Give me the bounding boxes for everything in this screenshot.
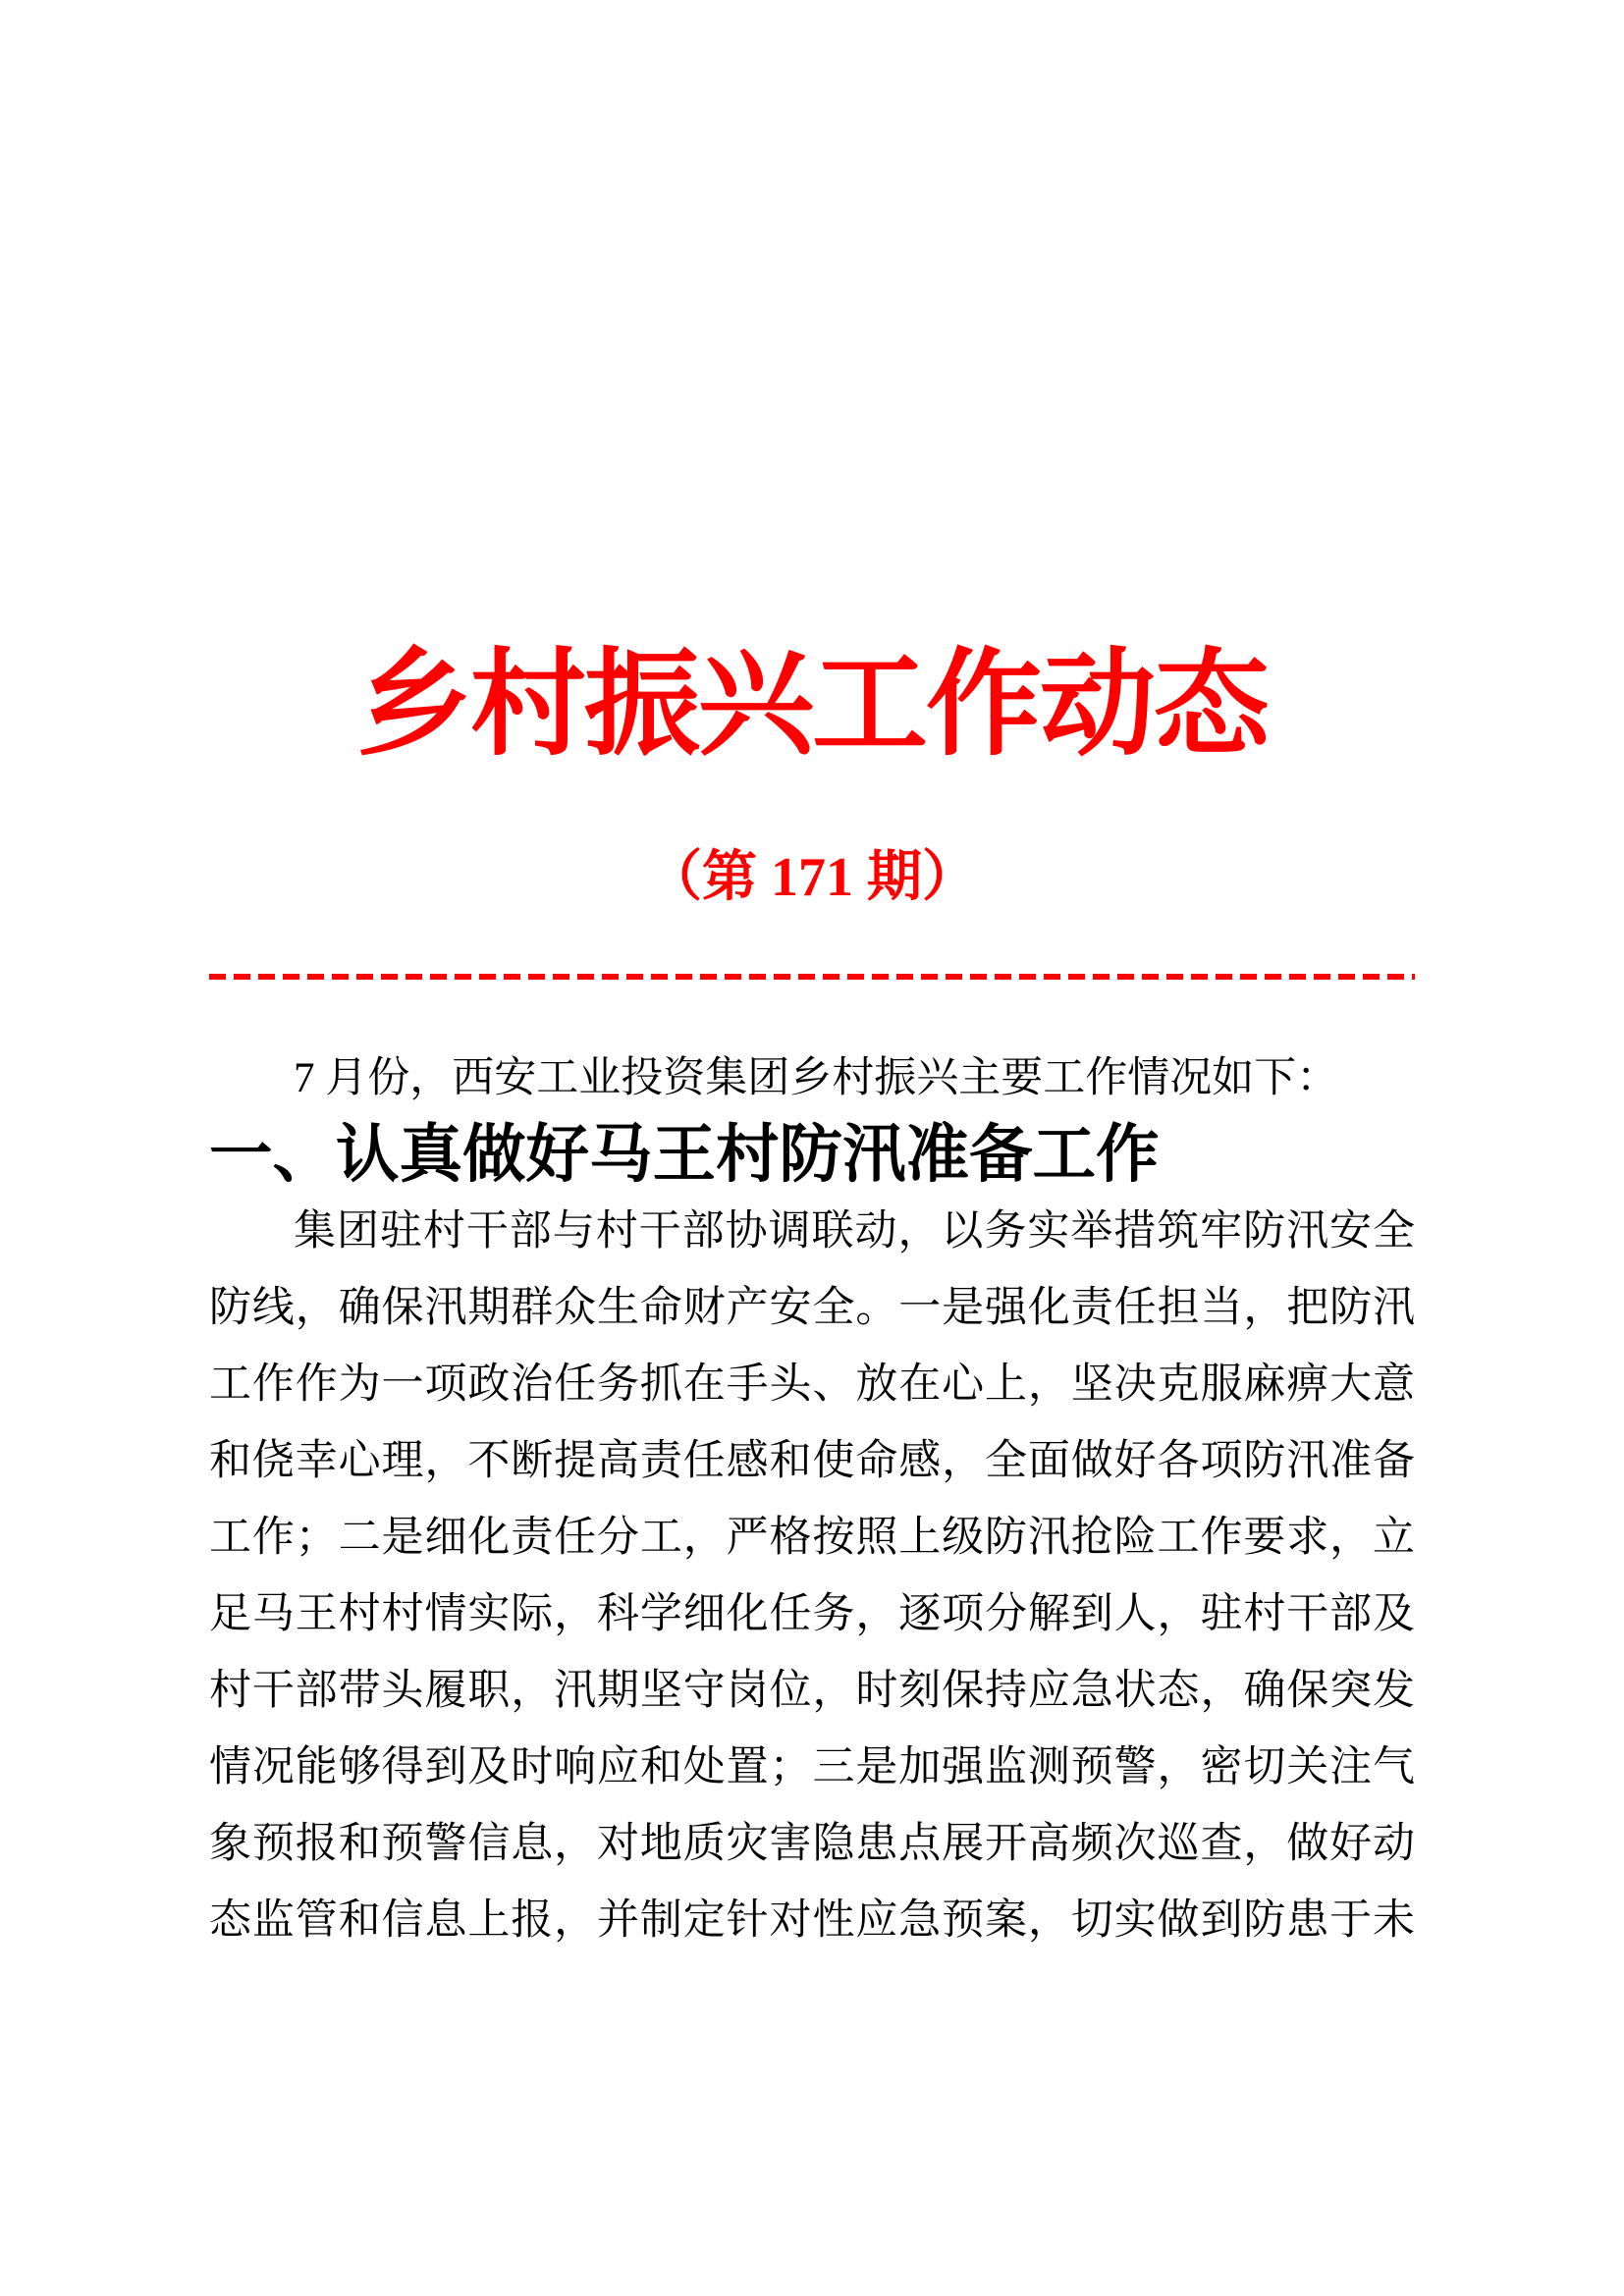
section-heading: 一、认真做好马王村防汛准备工作	[209, 1120, 1160, 1190]
document-title: 乡村振兴工作动态	[355, 641, 1268, 770]
intro-line: 7 月份，西安工业投资集团乡村振兴主要工作情况如下：	[294, 1055, 1339, 1101]
issue-number: （第 171 期）	[647, 847, 977, 908]
body-line: 防线，确保汛期群众生命财产安全。一是强化责任担当，把防汛	[209, 1285, 1415, 1331]
dashed-divider	[209, 974, 1415, 980]
body-line: 足马王村村情实际，科学细化任务，逐项分解到人，驻村干部及	[209, 1591, 1415, 1637]
body-line: 工作作为一项政治任务抓在手头、放在心上，坚决克服麻痹大意	[209, 1362, 1415, 1408]
body-line: 态监管和信息上报，并制定针对性应急预案，切实做到防患于未	[209, 1897, 1415, 1944]
document-body	[209, 1041, 1415, 1959]
body-line: 和侥幸心理，不断提高责任感和使命感，全面做好各项防汛准备	[209, 1438, 1415, 1484]
body-line: 村干部带头履职，汛期坚守岗位，时刻保持应急状态，确保突发	[209, 1668, 1415, 1714]
body-line: 工作；二是细化责任分工，严格按照上级防汛抢险工作要求，立	[209, 1515, 1415, 1561]
body-line: 情况能够得到及时响应和处置；三是加强监测预警，密切关注气	[209, 1744, 1415, 1790]
body-line: 象预报和预警信息，对地质灾害隐患点展开高频次巡查，做好动	[209, 1821, 1415, 1867]
body-line: 集团驻村干部与村干部协调联动，以务实举措筑牢防汛安全	[294, 1208, 1415, 1255]
